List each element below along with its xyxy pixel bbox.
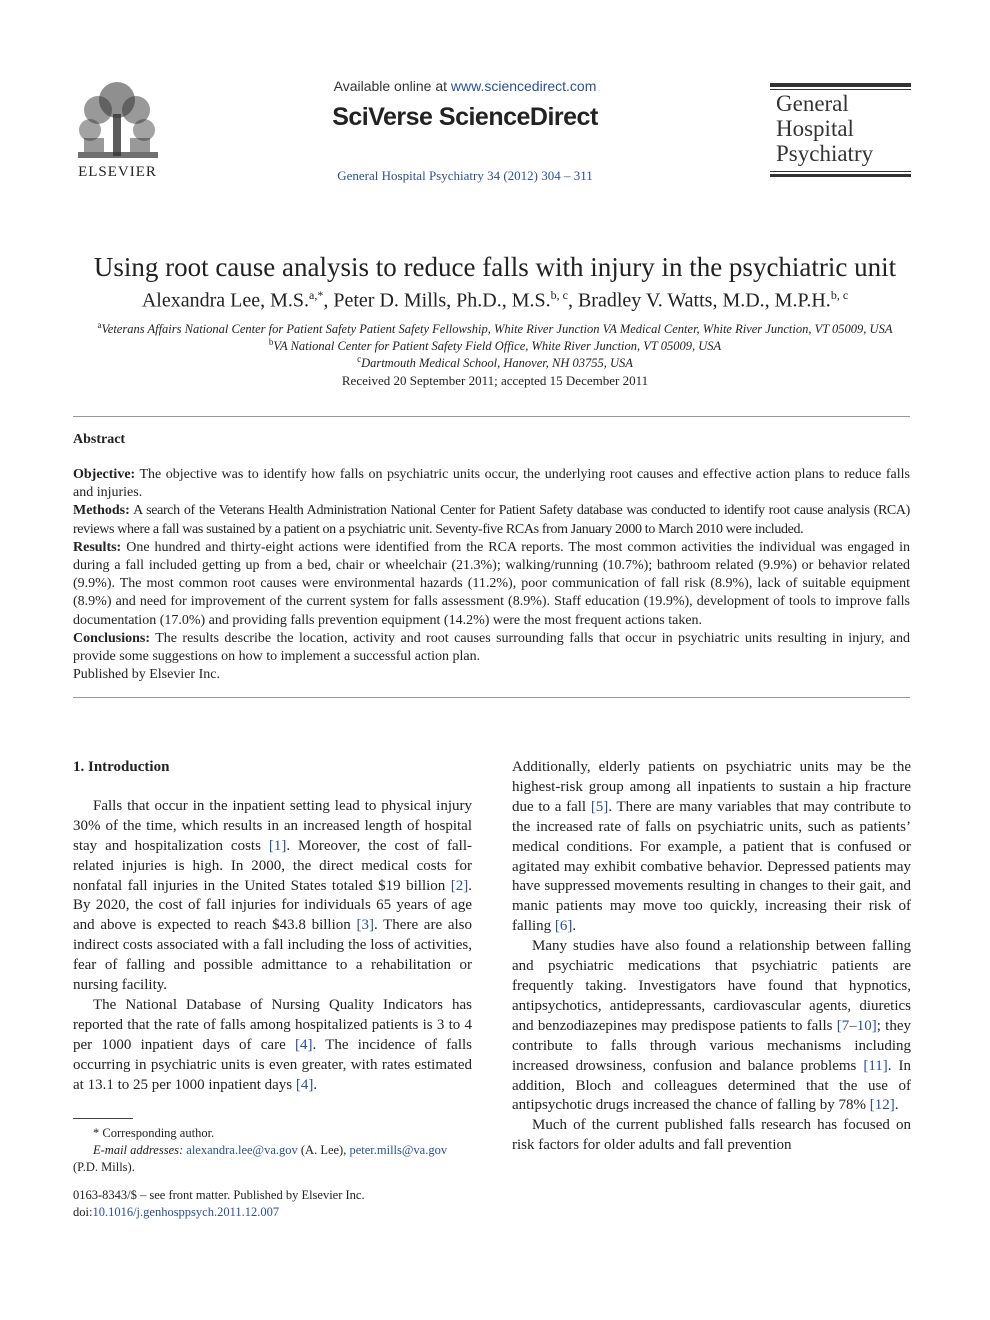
doi-label: doi: bbox=[73, 1205, 93, 1219]
journal-logo-line-1: General bbox=[776, 91, 849, 116]
author-name: Bradley V. Watts, M.D., M.P.H. bbox=[577, 289, 831, 312]
affiliation-b bbox=[0, 337, 990, 354]
text: Falls that occur in the inpatient setting lead to physical injury 30% of the time, which results in an increased length of hospital stay and hospitalization costs bbox=[73, 797, 472, 854]
methods-text: A search of the Veterans Health Administration National Center for Patient Safety database was conducted to identify root cause analysis (RCA) reviews where a fall was sustained by a patient on a psychiatric unit. Seventy-five RCAs from January 2000 to March 2010 were included. bbox=[73, 503, 910, 537]
paragraph bbox=[73, 996, 472, 1096]
conclusions-text: The results describe the location, activity and root causes surrounding falls that occur in psychiatric units resulting in injury, and provide some suggestions on how to implement a successful action plan. bbox=[73, 630, 910, 665]
affiliation-sup: a bbox=[97, 320, 102, 330]
text: (A. Lee), bbox=[297, 1143, 350, 1157]
issn-block bbox=[73, 1187, 473, 1221]
conclusions-label: Conclusions: bbox=[73, 630, 151, 646]
citation-link[interactable]: [6] bbox=[554, 918, 573, 935]
platform-name: SciVerse ScienceDirect bbox=[332, 103, 598, 131]
results-label: Results: bbox=[73, 539, 122, 555]
citation-link[interactable]: [7–10] bbox=[836, 1017, 877, 1034]
objective-label: Objective: bbox=[73, 467, 136, 482]
affiliation-text: Dartmouth Medical School, Hanover, NH 03755, USA bbox=[361, 356, 633, 371]
author-sup: b, c bbox=[550, 288, 568, 302]
author-sup: a,* bbox=[309, 288, 324, 302]
text: . The incidence of falls occurring in psychiatric units is even greater, with rates estimated at 13.1 to 25 per 1000 inpatient days bbox=[73, 1036, 472, 1093]
text: . bbox=[313, 1076, 318, 1093]
abstract-conclusions bbox=[73, 630, 910, 666]
email-label: E-mail addresses: bbox=[93, 1143, 184, 1157]
methods-label: Methods: bbox=[73, 503, 130, 519]
issn-line: 0163-8343/$ – see front matter. Published by Elsevier Inc. bbox=[73, 1188, 365, 1202]
article-title: Using root cause analysis to reduce falls with injury in the psychiatric unit bbox=[93, 252, 897, 282]
objective-text: The objective was to identify how falls on psychiatric units occur, the underlying root causes and effective action plans to reduce falls and injuries. bbox=[73, 467, 910, 501]
text: The National Database of Nursing Quality Indicators has reported that the rate of falls among hospitalized patients is 3 to 4 per 1000 inpatient days of care bbox=[73, 996, 472, 1053]
text: . Moreover, the cost of fall-related injuries is high. In 2000, the direct medical costs for nonfatal fall injuries in the United States totaled $19 billion bbox=[73, 837, 473, 894]
text: . There are also indirect costs associated with a fall including the loss of activities, fear of falling and possible admittance to a rehabilitation or nursing facility. bbox=[73, 917, 472, 994]
footnote-divider bbox=[73, 1118, 133, 1119]
journal-logo-line-3: Psychiatry bbox=[776, 141, 874, 166]
email-note-cont: (P.D. Mills). bbox=[73, 1160, 135, 1174]
paragraph bbox=[512, 758, 911, 937]
paragraph bbox=[73, 797, 472, 996]
citation-link[interactable]: [4] bbox=[294, 1036, 313, 1053]
abstract-heading: Abstract bbox=[73, 432, 126, 447]
paragraph bbox=[512, 937, 911, 1116]
journal-reference-link[interactable]: General Hospital Psychiatry 34 (2012) 304 – 311 bbox=[337, 168, 593, 183]
author-list: Alexandra Lee, M.S.$^{a,*}$, Peter D. Mills, Ph.D., M.S.$^{b, c}$, Bradley V. Watts, M.D., M.P.H.$^{b, c}$ bbox=[141, 288, 849, 312]
text: . bbox=[572, 918, 577, 935]
text: Many studies have also found a relationship between falling and psychiatric medications that psychiatric patients are frequently taking. Investigators have found that hypnotics, antipsychotics, antidepressants, cardiovascular agents, diuretics and benzodiazepines may predispose patients to falls bbox=[512, 938, 911, 1034]
abstract-methods bbox=[73, 502, 910, 538]
author-name: Peter D. Mills, Ph.D., M.S. bbox=[333, 289, 551, 312]
citation-link[interactable]: [1] bbox=[268, 837, 287, 854]
abstract-results bbox=[73, 539, 910, 630]
right-column bbox=[512, 758, 911, 1156]
doi-line bbox=[73, 1204, 473, 1221]
available-online-line bbox=[300, 78, 630, 94]
received-dates: Received 20 September 2011; accepted 15 December 2011 bbox=[341, 373, 649, 388]
email-note bbox=[73, 1142, 473, 1159]
divider bbox=[73, 416, 910, 417]
text: Additionally, elderly patients on psychiatric units may be the highest-risk group among all inpatients to sustain a hip fracture due to a fall bbox=[512, 759, 911, 815]
text: . In addition, Bloch and colleagues determined that the use of antipsychotic drugs increased the chance of falling by 78% bbox=[512, 1057, 911, 1114]
affiliation-c bbox=[0, 354, 990, 371]
author-name: Alexandra Lee, M.S. bbox=[141, 289, 310, 312]
email-link[interactable]: peter.mills@va.gov bbox=[349, 1143, 448, 1157]
affiliation-text: Veterans Affairs National Center for Patient Safety Patient Safety Fellowship, White River Junction VA Medical Center, White River Junction, VT 05009, USA bbox=[101, 322, 893, 337]
citation-link[interactable]: [11] bbox=[863, 1057, 888, 1074]
publisher-wordmark: ELSEVIER bbox=[78, 164, 157, 180]
divider bbox=[73, 697, 910, 698]
footnotes bbox=[73, 1125, 473, 1176]
text: . By 2020, the cost of fall injuries for individuals 65 years of age and above is expected to reach $43.8 billion bbox=[73, 877, 472, 934]
results-text: One hundred and thirty-eight actions were identified from the RCA reports. The most common activities the individual was engaged in during a fall included getting up from a bed, chair or wheelchair (21.3%); walking/running (10.7%); bathroom related (9.9%) or behavior related (9.9%). The most common root causes were environmental hazards (11.2%), poor communication of fall risk (8.9%), lack of suitable equipment (8.9%) and need for improvement of the current system for falls assessment (8.9%). Staff education (19.9%), development of tools to improve falls documentation (17.0%) and providing falls prevention equipment (14.2%) were the most frequent actions taken. bbox=[73, 539, 910, 628]
available-prefix: Available online at bbox=[333, 78, 451, 94]
citation-link[interactable]: [4] bbox=[295, 1076, 314, 1093]
left-column bbox=[73, 758, 472, 1096]
affiliation-sup: b bbox=[268, 337, 274, 347]
journal-logo bbox=[770, 83, 911, 180]
abstract-objective bbox=[73, 466, 910, 502]
text: . bbox=[894, 1097, 899, 1114]
affiliation-text: VA National Center for Patient Safety Field Office, White River Junction, VT 05009, USA bbox=[273, 339, 722, 354]
text: . There are many variables that may contribute to the increased rate of falls on psychiatric units, such as patients’ medical conditions. For example, a patient that is confused or agitated may exhibit combative behavior. Depressed patients may have suppressed movements resulting in changes to their gait, and manic patients may move too quickly, increasing their risk of falling bbox=[512, 798, 911, 935]
doi-link[interactable]: 10.1016/j.genhosppsych.2011.12.007 bbox=[92, 1205, 280, 1219]
author-sup: b, c bbox=[830, 288, 849, 302]
abstract-published: Published by Elsevier Inc. bbox=[73, 667, 220, 683]
email-link[interactable]: alexandra.lee@va.gov bbox=[186, 1143, 298, 1157]
citation-link[interactable]: [12] bbox=[869, 1097, 895, 1114]
corresponding-author-note: * Corresponding author. bbox=[93, 1126, 215, 1140]
section-heading-introduction: 1. Introduction bbox=[73, 759, 170, 775]
paragraph: Much of the current published falls research has focused on risk factors for older adults and fall prevention bbox=[512, 1117, 911, 1154]
citation-link[interactable]: [5] bbox=[590, 798, 609, 815]
journal-logo-line-2: Hospital bbox=[776, 116, 854, 141]
affiliation-a bbox=[0, 320, 990, 337]
abstract-body bbox=[73, 466, 910, 684]
sciencedirect-link[interactable]: www.sciencedirect.com bbox=[450, 78, 597, 94]
citation-link[interactable]: [3] bbox=[356, 917, 374, 934]
citation-link[interactable]: [2] bbox=[450, 877, 469, 894]
affiliation-sup: c bbox=[357, 354, 362, 364]
text: ; they contribute to falls through various mechanisms including increased drowsiness, confusion and balance problems bbox=[512, 1017, 911, 1074]
